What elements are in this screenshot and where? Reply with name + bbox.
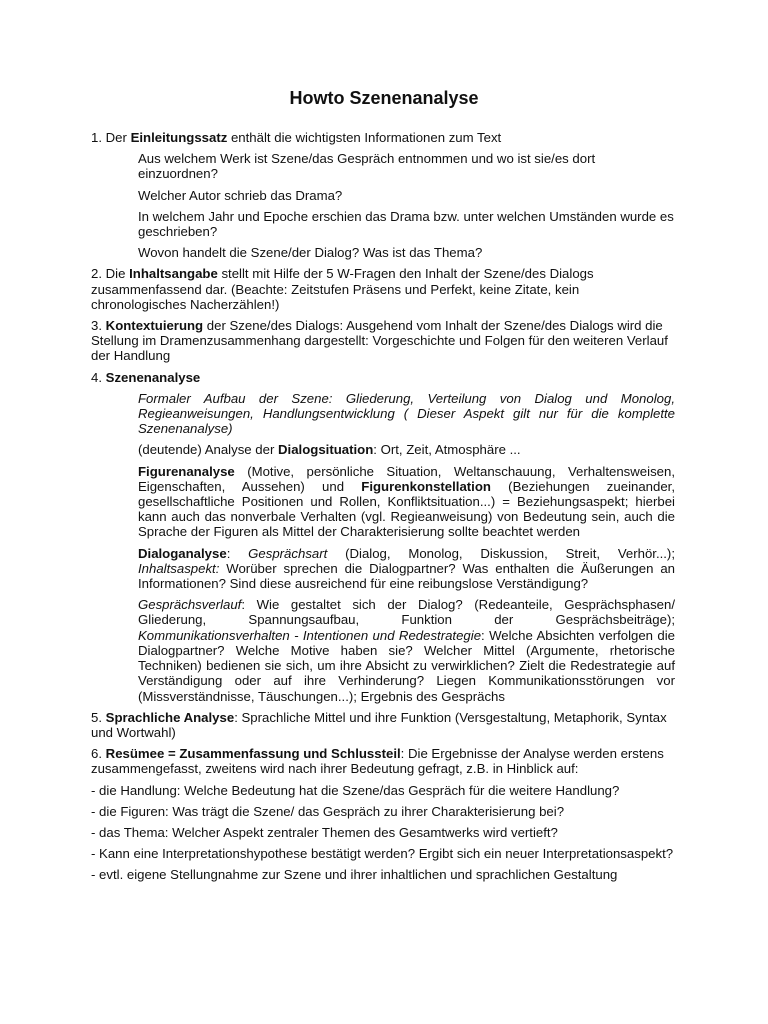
section-5 <box>91 710 677 740</box>
question-werk: Aus welchem Werk ist Szene/das Gespräch entnommen und wo ist sie/es dort einzuordnen? <box>138 151 596 182</box>
section-number: 5. <box>91 709 106 725</box>
term-gespraechsart: Gesprächsart <box>248 545 328 561</box>
question-jahr: In welchem Jahr und Epoche erschien das Drama bzw. unter welchen Umständen wurde es geschrieben? <box>138 208 674 240</box>
dialogsituation <box>138 442 675 457</box>
dialoganalyse <box>138 546 675 592</box>
term-szenenanalyse: Szenenanalyse <box>105 369 201 385</box>
formal-text: Formaler Aufbau der Szene: Gliederung, Verteilung von Dialog und Monolog, Regieanweisungen, Handlungsentwicklung ( Dieser Aspekt gilt nur für die komplette Szenenanalyse) <box>138 390 675 437</box>
text: : Wie gestaltet sich der Dialog? (Redeanteile, Gesprächsphasen/ Gliederung, Spannungsaufbau, Funktion der Gesprächsbeiträge); <box>138 597 675 628</box>
term-figurenanalyse: Figurenanalyse <box>138 463 235 479</box>
bullet-thema: - das Thema: Welcher Aspekt zentraler Themen des Gesamtwerks wird vertieft? <box>91 824 558 840</box>
section-text: : Die Ergebnisse der Analyse werden erstens zusammengefasst, zweitens wird nach ihrer Bedeutung gefragt, z.B. in Hinblick auf: <box>91 746 664 777</box>
term-kommunikationsverhalten: Kommunikationsverhalten - Intentionen und Redestrategie <box>138 627 482 643</box>
section-3 <box>91 318 677 364</box>
text: (Dialog, Monolog, Diskussion, Streit, Verhör...); <box>327 545 675 561</box>
section-4-heading <box>91 370 677 385</box>
section-2 <box>91 266 677 312</box>
question-autor: Welcher Autor schrieb das Drama? <box>138 187 343 203</box>
section-text: der Szene/des Dialogs: Ausgehend vom Inhalt der Szene/des Dialogs wird die Stellung im Dramenzusammenhang dargestellt: Vorgeschichte und Folgen für den weiteren Verlauf der Handlung <box>91 318 668 364</box>
term-dialoganalyse: Dialoganalyse <box>138 545 227 561</box>
text: (Motive, persönliche Situation, Weltanschauung, Verhaltensweisen, Eigenschaften, Aussehen) und <box>138 463 675 494</box>
section-number: 1. Der <box>91 130 131 145</box>
term-dialogsituation: Dialogsituation <box>278 442 374 458</box>
gespraechsverlauf <box>138 597 675 703</box>
document-body <box>91 130 677 889</box>
formaler-aufbau <box>138 391 675 437</box>
bullet-hypothese: - Kann eine Interpretationshypothese bestätigt werden? Ergibt sich ein neuer Interpretationsaspekt? <box>91 846 674 862</box>
text: : Welche Absichten verfolgen die Dialogpartner? Welche Motive haben sie? Welcher Mittel (Argumente, rhetorische Techniken) bedienen sie sich, um ihre Absicht zu verwirklichen? Zielt die Redestrategie auf Verständigung oder auf ihre Verhinderung? Liegen Kommunikationsstörungen vor (Missverständnisse, Täuschungen...); Ergebnis des Gesprächs <box>138 627 675 704</box>
bullet-handlung: - die Handlung: Welche Bedeutung hat die Szene/das Gespräch für die weitere Handlung? <box>91 782 620 798</box>
bullet-stellungnahme: - evtl. eigene Stellungnahme zur Szene und ihrer inhaltlichen und sprachlichen Gestaltung <box>91 867 618 883</box>
term-resuemee: Resümee = Zusammenfassung und Schlussteil <box>105 746 401 762</box>
section-6 <box>91 746 677 776</box>
term-inhaltsangabe: Inhaltsangabe <box>129 266 218 282</box>
section-number: 6. <box>91 746 106 762</box>
text: Worüber sprechen die Dialogpartner? Was enthalten die Äußerungen an Informationen? Sind diese ausreichend für eine reibungslose Verständigung? <box>138 560 675 592</box>
section-text: enthält die wichtigsten Informationen zum Text <box>227 130 502 145</box>
document-title: Howto Szenenanalyse <box>289 88 479 108</box>
text: (deutende) Analyse der <box>138 442 279 458</box>
section-text: stellt mit Hilfe der 5 W-Fragen den Inhalt der Szene/des Dialogs zusammenfassend dar. (Beachte: Zeitstufen Präsens und Perfekt, keine Zitate, kein chronologisches Nacherzählen!) <box>91 266 594 312</box>
section-number: 3. <box>91 318 106 334</box>
question-thema: Wovon handelt die Szene/der Dialog? Was ist das Thema? <box>138 245 483 261</box>
section-text: : Sprachliche Mittel und ihre Funktion (Versgestaltung, Metaphorik, Syntax und Wortwahl) <box>91 709 667 740</box>
bullet-figuren: - die Figuren: Was trägt die Szene/ das Gespräch zu ihrer Charakterisierung bei? <box>91 803 565 819</box>
text: (Beziehungen zueinander, gesellschaftliche Positionen und Rollen, Konfliktsituation...) = Beziehungsaspekt; hierbei kann auch das nonverbale Verhalten (vgl. Regieanweisung) von Bedeutung sein, auch die Sprache der Figuren als Mittel der Charakterisierung sollte beachtet werden <box>138 478 675 540</box>
figurenanalyse <box>138 464 675 540</box>
term-sprachliche-analyse: Sprachliche Analyse <box>105 709 235 725</box>
section-1-heading <box>91 130 677 145</box>
section-number: 4. <box>91 369 106 385</box>
term-gespraechsverlauf: Gesprächsverlauf <box>138 597 242 613</box>
term-figurenkonstellation: Figurenkonstellation <box>361 478 491 494</box>
text: : Ort, Zeit, Atmosphäre ... <box>373 442 521 458</box>
section-number: 2. Die <box>91 266 130 282</box>
term-inhaltsaspekt: Inhaltsaspekt: <box>138 560 220 576</box>
text: : <box>226 545 249 561</box>
term-einleitungssatz: Einleitungssatz <box>130 130 228 145</box>
term-kontextuierung: Kontextuierung <box>105 318 204 334</box>
